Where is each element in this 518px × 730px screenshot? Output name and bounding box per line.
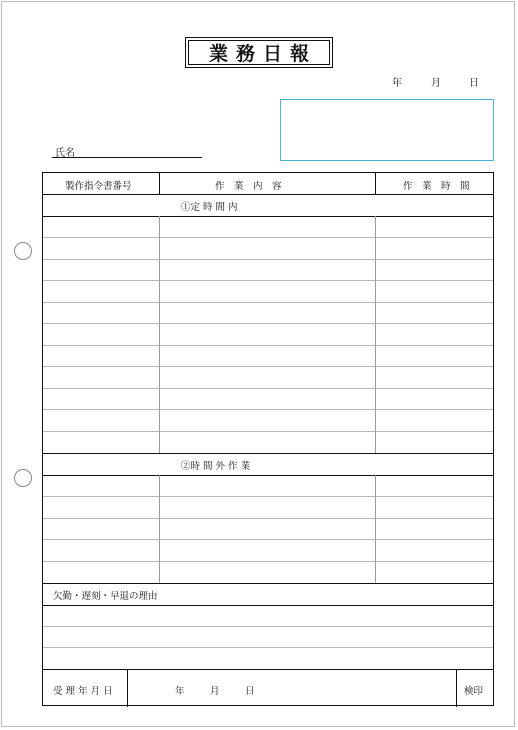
punch-hole-icon <box>14 242 32 260</box>
punch-hole-icon <box>14 469 32 487</box>
inspection-stamp-label: 検印 <box>464 686 484 697</box>
name-field[interactable] <box>52 157 202 158</box>
header-work-time: 作 業 時 間 <box>403 181 470 192</box>
received-day-label: 日 <box>245 686 255 697</box>
section-overtime: ②時 間 外 作 業 <box>181 461 251 472</box>
received-year-label: 年 <box>175 686 185 697</box>
stamp-box[interactable] <box>280 99 494 161</box>
title-frame <box>185 37 333 68</box>
report-table <box>42 172 494 706</box>
name-label: 氏名 <box>55 148 75 159</box>
page-title: 業務日報 <box>188 40 330 65</box>
date-year-label: 年 <box>392 78 402 89</box>
received-date-label: 受 理 年 月 日 <box>53 686 113 697</box>
header-work-content: 作 業 内 容 <box>215 181 282 192</box>
header-order-number: 製作指令書番号 <box>65 181 132 192</box>
date-month-label: 月 <box>431 78 441 89</box>
received-month-label: 月 <box>210 686 220 697</box>
section-regular-hours: ①定 時 間 内 <box>181 202 238 213</box>
absence-reason-label: 欠勤・遅刻・早退の理由 <box>53 591 158 602</box>
date-day-label: 日 <box>469 78 479 89</box>
